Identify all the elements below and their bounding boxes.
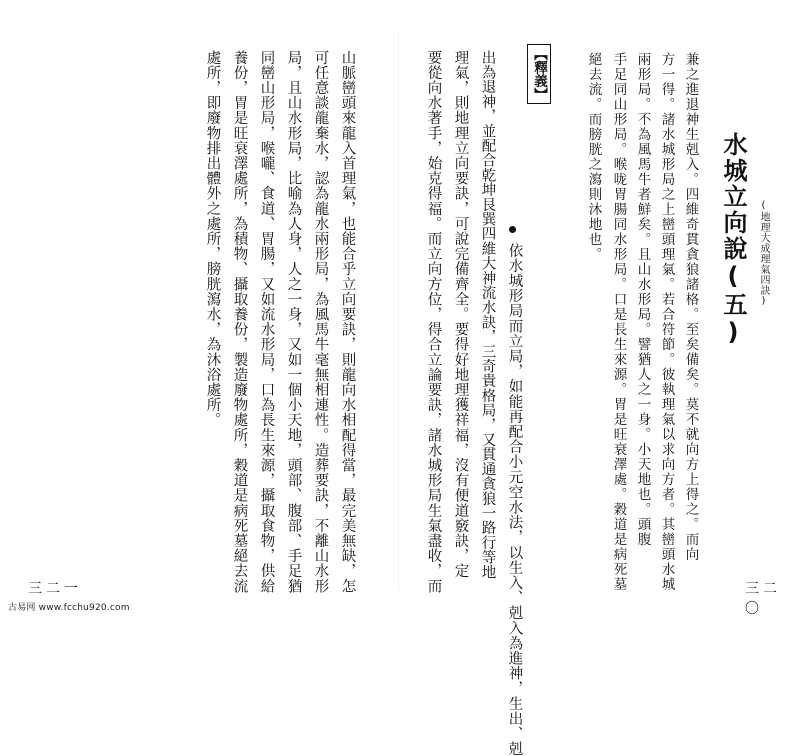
right-body-line-3: 理氣，則地理立向要訣，可說完備齊全。要得好地理獲祥福，沒有便道竅訣，定 — [452, 50, 469, 579]
left-body-line-5: 養份，胃是旺衰澤處所，為積物、攝取養份，製造廢物處所，穀道是病死墓絕去流 — [231, 50, 248, 594]
right-body-line-1: 依水城形局而立局，如能再配合小元空水法，以生入、剋入為進神，生出、剋 — [506, 243, 523, 756]
series-label: (地理大成理氣四訣) — [758, 200, 769, 307]
right-page-number: 三二〇 — [745, 581, 781, 617]
commentary-line-4: 手足同山形局。喉咙胃腸同水形局。口是長生來源。胃是旺衰澤處。穀道是病死墓 — [610, 52, 627, 592]
page-title: 水城立向說(五) — [719, 132, 747, 348]
left-page-number: 三二一 — [28, 581, 82, 597]
commentary-line-2: 方一得。諸水城形局之上巒頭理氣。若合符節。彼執理氣以求向方者。其巒頭水城 — [658, 52, 675, 592]
section-label: 【釋義】 — [527, 44, 551, 104]
left-body-line-4: 同巒山形局，喉嚨、食道、胃腸，又如流水形局，口為長生來源，攝取食物，供給 — [258, 50, 275, 594]
right-body-line-4: 要從向水著手，始克得福。而立向方位，得合立論要訣，諸水城形局生氣盡收，而 — [425, 50, 442, 594]
watermark: 古易网 www.fcchu920.com — [8, 603, 130, 613]
commentary-line-5: 絕去流。而膀胱之瀉則沐地也。 — [585, 52, 602, 262]
commentary-line-3: 兩形局。不為風馬牛者鮮矣。且山水形局。譬猶人之一身。小天地也。頭腹 — [634, 52, 651, 547]
bullet-mark — [509, 226, 516, 233]
left-body-line-1: 山脈巒頭來龍入首理氣，也能合乎立向要訣，則龍向水相配得當，最完美無缺，怎 — [339, 50, 356, 594]
left-body-line-2: 可任意談龍棄水，認為龍水兩形局，為風馬牛毫無相連性。造葬要訣，不離山水形 — [312, 50, 329, 594]
page-gutter — [398, 30, 399, 590]
right-body-line-2: 出為退神，並配合乾坤艮巽四維大神流水訣，三奇貴格局，又貫通貪狼一路行等地 — [479, 50, 496, 580]
commentary-line-1: 兼之進退神生剋入。四維奇貫貪狼諸格。至矣備矣。莫不就向方上得之。而向 — [682, 52, 699, 562]
left-body-line-6: 處所，即廢物排出體外之處所，膀胱瀉水，為沐浴處所。 — [204, 50, 221, 428]
left-body-line-3: 局，且山水形局，比喻為人身，人之一身，又如一個小天地，頭部、腹部、手足猶 — [285, 50, 302, 594]
